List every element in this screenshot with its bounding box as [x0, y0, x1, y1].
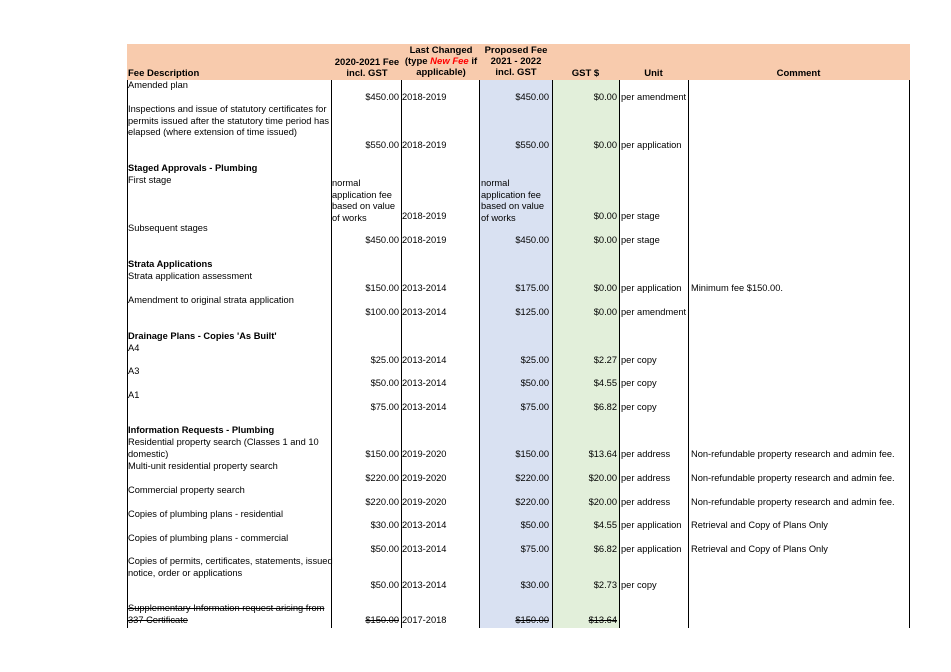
row-proposed-fee: $175.00 [515, 283, 549, 293]
header-last-changed-line3: applicable) [416, 67, 466, 78]
row-last-changed: 2018-2019 [402, 92, 447, 102]
row-comment: Non-refundable property research and admin fee. [691, 497, 895, 507]
header-proposed-line3: incl. GST [495, 67, 537, 78]
header-text: (type [404, 56, 431, 67]
row-unit: per address [621, 497, 671, 507]
header-comment: Comment [776, 68, 821, 79]
section-heading: Information Requests - Plumbing [128, 425, 275, 435]
header-last-changed [401, 45, 481, 78]
header-2020-fee [331, 57, 403, 79]
row-comment: Retrieval and Copy of Plans Only [691, 520, 828, 530]
row-comment: Non-refundable property research and admin fee. [691, 449, 895, 459]
row-fee-2020: $100.00 [365, 307, 399, 317]
row-unit: per copy [621, 378, 657, 388]
row-gst: $4.55 [593, 520, 617, 530]
row-gst: $0.00 [593, 307, 617, 317]
row-description: A1 [128, 390, 140, 400]
header-text: if [468, 56, 478, 67]
row-last-changed: 2013-2014 [402, 283, 447, 293]
header-proposed-fee [479, 45, 553, 78]
row-gst: $20.00 [588, 473, 617, 483]
row-unit: per copy [621, 355, 657, 365]
row-gst: $6.82 [593, 544, 617, 554]
row-comment: Minimum fee $150.00. [691, 283, 783, 293]
row-proposed-fee: $550.00 [515, 140, 549, 150]
row-fee-2020: normal application fee based on value of works [332, 178, 396, 223]
header-gst: GST $ [571, 68, 600, 79]
row-proposed-fee: $50.00 [520, 378, 549, 388]
header-proposed-line2: 2021 - 2022 [490, 56, 542, 67]
section-heading: Staged Approvals - Plumbing [128, 163, 258, 173]
row-proposed-fee: $50.00 [520, 520, 549, 530]
row-description: Subsequent stages [128, 223, 208, 233]
row-proposed-fee: $450.00 [515, 235, 549, 245]
row-gst: $0.00 [593, 235, 617, 245]
fee-schedule-sheet [127, 44, 910, 628]
row-last-changed: 2018-2019 [402, 140, 447, 150]
row-fee-2020: $150.00 [365, 283, 399, 293]
row-unit: per copy [621, 402, 657, 412]
row-description: First stage [128, 175, 172, 185]
row-last-changed: 2019-2020 [402, 473, 447, 483]
row-comment: Non-refundable property research and admin fee. [691, 473, 895, 483]
row-description: Copies of plumbing plans - commercial [128, 533, 289, 543]
header-2020-fee-line2: incl. GST [346, 68, 388, 79]
row-gst: $0.00 [593, 283, 617, 293]
row-proposed-fee: $220.00 [515, 473, 549, 483]
row-proposed-fee: $220.00 [515, 497, 549, 507]
row-gst: $2.27 [593, 355, 617, 365]
row-last-changed: 2013-2014 [402, 402, 447, 412]
row-proposed-fee: $25.00 [520, 355, 549, 365]
header-last-changed-line1: Last Changed [409, 45, 473, 56]
row-unit: per application [621, 544, 682, 554]
row-gst-struck: $13.64 [588, 615, 617, 625]
row-proposed-fee-struck: $150.00 [515, 615, 549, 625]
row-description: Amendment to original strata application [128, 295, 294, 305]
row-fee-2020: $150.00 [365, 449, 399, 459]
row-last-changed: 2018-2019 [402, 211, 447, 221]
row-description-struck: Supplementary Information request arising from 337 Certificate [128, 603, 325, 625]
row-last-changed: 2013-2014 [402, 520, 447, 530]
row-fee-2020: $30.00 [370, 520, 399, 530]
row-description: Copies of plumbing plans - residential [128, 509, 284, 519]
row-gst: $0.00 [593, 211, 617, 221]
row-comment: Retrieval and Copy of Plans Only [691, 544, 828, 554]
row-description: A3 [128, 366, 140, 376]
row-proposed-fee: $75.00 [520, 402, 549, 412]
row-fee-2020: $450.00 [365, 235, 399, 245]
grid-line [619, 80, 620, 628]
row-last-changed: 2013-2014 [402, 307, 447, 317]
row-unit: per application [621, 520, 682, 530]
row-description: Copies of permits, certificates, statements, issued notice, order or applications [128, 556, 333, 578]
row-last-changed: 2013-2014 [402, 580, 447, 590]
row-last-changed: 2018-2019 [402, 235, 447, 245]
row-unit: per amendment [621, 92, 687, 102]
row-unit: per address [621, 473, 671, 483]
row-unit: per application [621, 283, 682, 293]
row-fee-2020: $450.00 [365, 92, 399, 102]
row-fee-2020: $50.00 [370, 378, 399, 388]
row-last-changed: 2013-2014 [402, 544, 447, 554]
row-proposed-fee: $150.00 [515, 449, 549, 459]
row-gst: $2.73 [593, 580, 617, 590]
row-unit: per address [621, 449, 671, 459]
row-proposed-fee: normal application fee based on value of works [481, 178, 545, 223]
row-unit: per amendment [621, 307, 687, 317]
row-description: Strata application assessment [128, 271, 253, 281]
row-gst: $13.64 [588, 449, 617, 459]
section-heading: Drainage Plans - Copies 'As Built' [128, 331, 277, 341]
grid-line [909, 80, 910, 628]
row-description: Residential property search (Classes 1 and 10 domestic) [128, 437, 319, 459]
row-fee-2020: $220.00 [365, 497, 399, 507]
section-heading: Strata Applications [128, 259, 213, 269]
row-fee-2020: $75.00 [370, 402, 399, 412]
row-fee-2020: $220.00 [365, 473, 399, 483]
row-last-changed: 2017-2018 [402, 615, 447, 625]
row-unit: per copy [621, 580, 657, 590]
row-description: Multi-unit residential property search [128, 461, 278, 471]
row-proposed-fee: $125.00 [515, 307, 549, 317]
row-gst: $0.00 [593, 92, 617, 102]
row-fee-2020-struck: $150.00 [365, 615, 399, 625]
row-gst: $0.00 [593, 140, 617, 150]
row-gst: $20.00 [588, 497, 617, 507]
header-unit: Unit [644, 68, 663, 79]
row-last-changed: 2013-2014 [402, 378, 447, 388]
row-description: Amended plan [128, 80, 188, 90]
row-last-changed: 2013-2014 [402, 355, 447, 365]
row-description: A4 [128, 343, 140, 353]
header-proposed-line1: Proposed Fee [484, 45, 548, 56]
row-proposed-fee: $450.00 [515, 92, 549, 102]
row-gst: $4.55 [593, 378, 617, 388]
row-fee-2020: $50.00 [370, 544, 399, 554]
row-unit: per stage [621, 211, 660, 221]
header-2020-fee-line1: 2020-2021 Fee [334, 57, 400, 68]
header-last-changed-line2 [401, 56, 481, 67]
row-description: Commercial property search [128, 485, 245, 495]
row-unit: per application [621, 140, 682, 150]
row-gst: $6.82 [593, 402, 617, 412]
row-proposed-fee: $30.00 [520, 580, 549, 590]
header-fee-description: Fee Description [128, 68, 200, 79]
header-new-fee-text: New Fee [430, 56, 469, 67]
row-fee-2020: $50.00 [370, 580, 399, 590]
row-proposed-fee: $75.00 [520, 544, 549, 554]
row-description: Inspections and issue of statutory certificates for permits issued after the statutory time period has elapsed (where extension of time issued) [128, 104, 330, 137]
row-last-changed: 2019-2020 [402, 449, 447, 459]
row-fee-2020: $25.00 [370, 355, 399, 365]
row-fee-2020: $550.00 [365, 140, 399, 150]
row-last-changed: 2019-2020 [402, 497, 447, 507]
row-unit: per stage [621, 235, 660, 245]
